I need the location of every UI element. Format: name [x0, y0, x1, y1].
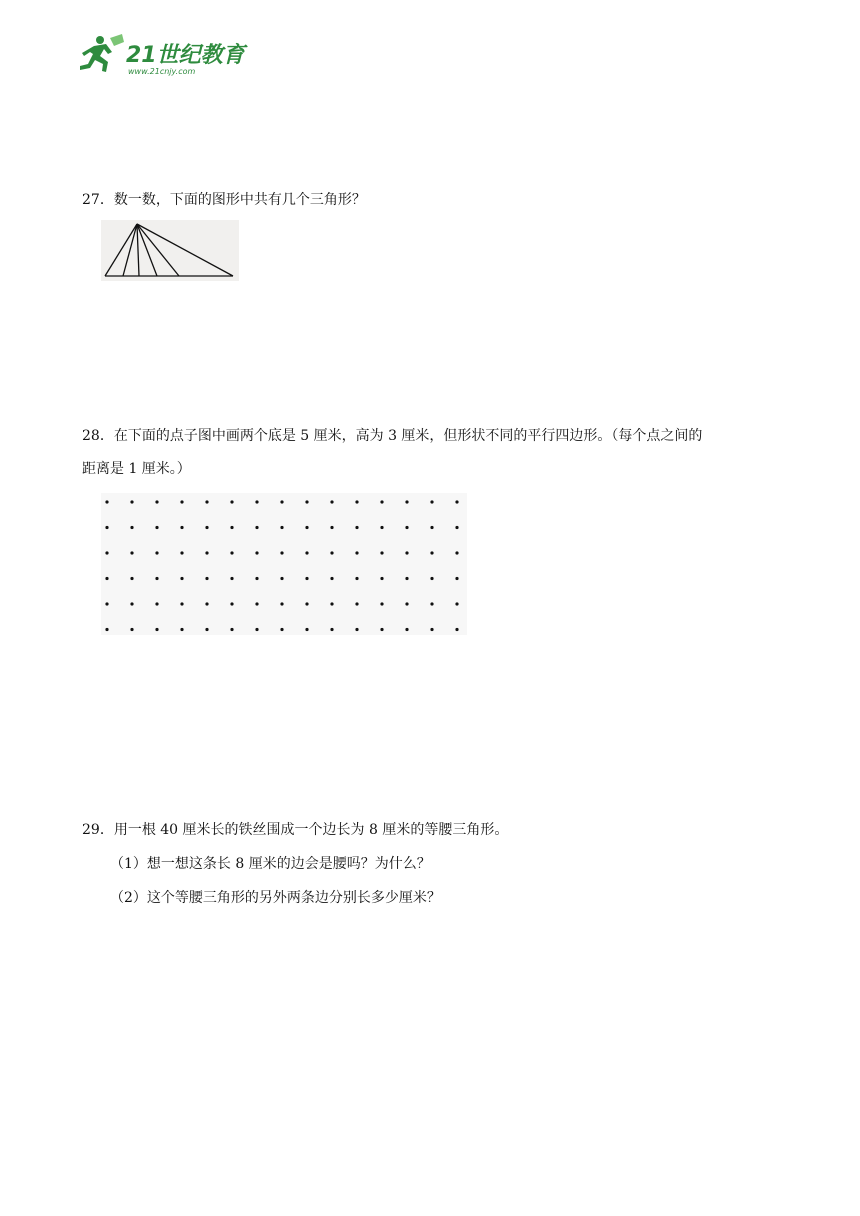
grid-dot: [405, 602, 408, 605]
grid-dot: [105, 500, 108, 503]
logo-url: www.21cnjy.com: [128, 67, 196, 76]
grid-dot: [255, 602, 258, 605]
grid-dot: [305, 526, 308, 529]
grid-dot: [455, 577, 458, 580]
question-27: [82, 189, 366, 211]
grid-dot: [130, 526, 133, 529]
grid-dot: [430, 577, 433, 580]
grid-dot: [455, 500, 458, 503]
grid-dot: [255, 577, 258, 580]
grid-dot: [205, 551, 208, 554]
runner-icon: [80, 34, 124, 72]
grid-dot: [180, 602, 183, 605]
grid-dot: [230, 577, 233, 580]
logo-text: 21世纪教育: [126, 43, 245, 68]
grid-dot: [380, 577, 383, 580]
grid-dot: [305, 500, 308, 503]
question-28-line2: 距离是 1 厘米。）: [82, 461, 191, 477]
question-27-text: 27．数一数，下面的图形中共有几个三角形？: [82, 192, 366, 208]
site-logo: [78, 32, 248, 78]
grid-dot: [330, 551, 333, 554]
grid-dot: [155, 551, 158, 554]
grid-dot: [455, 551, 458, 554]
grid-dot: [405, 500, 408, 503]
grid-dot: [280, 577, 283, 580]
grid-dot: [355, 628, 358, 631]
grid-dot: [180, 628, 183, 631]
grid-dot: [205, 526, 208, 529]
grid-dot: [255, 628, 258, 631]
grid-dot: [405, 551, 408, 554]
grid-dot: [230, 551, 233, 554]
grid-dot: [180, 500, 183, 503]
grid-dot: [330, 602, 333, 605]
grid-dot: [330, 500, 333, 503]
grid-dot: [280, 500, 283, 503]
grid-dot: [405, 526, 408, 529]
grid-dot: [205, 602, 208, 605]
grid-dot: [155, 628, 158, 631]
grid-dot: [455, 628, 458, 631]
grid-dot: [130, 551, 133, 554]
grid-dot: [130, 577, 133, 580]
question-29: [82, 819, 508, 841]
grid-dot: [205, 628, 208, 631]
triangle-figure: [101, 220, 239, 281]
grid-dot: [305, 577, 308, 580]
grid-dot: [380, 526, 383, 529]
grid-dot: [355, 500, 358, 503]
grid-dot: [180, 551, 183, 554]
grid-dot: [305, 602, 308, 605]
grid-dot: [280, 628, 283, 631]
grid-dot: [230, 602, 233, 605]
question-29-part-2: （2）这个等腰三角形的另外两条边分别长多少厘米？: [110, 890, 441, 906]
grid-dot: [130, 602, 133, 605]
grid-dot: [230, 526, 233, 529]
grid-dot: [230, 500, 233, 503]
grid-dot: [405, 628, 408, 631]
grid-dot: [355, 602, 358, 605]
grid-dot: [330, 628, 333, 631]
grid-dot: [205, 500, 208, 503]
grid-dot: [105, 551, 108, 554]
grid-dot: [155, 500, 158, 503]
grid-dot: [180, 526, 183, 529]
grid-dot: [330, 577, 333, 580]
question-29-text: 29．用一根 40 厘米长的铁丝围成一个边长为 8 厘米的等腰三角形。: [82, 822, 509, 838]
grid-dot: [430, 500, 433, 503]
grid-dot: [355, 577, 358, 580]
grid-dot: [130, 628, 133, 631]
grid-dot: [280, 526, 283, 529]
grid-dot: [330, 526, 333, 529]
grid-dot: [105, 602, 108, 605]
grid-dot: [180, 577, 183, 580]
grid-dot: [105, 526, 108, 529]
grid-dot: [105, 577, 108, 580]
grid-dot: [430, 526, 433, 529]
grid-dot: [430, 551, 433, 554]
grid-dot: [455, 526, 458, 529]
grid-dot: [355, 551, 358, 554]
grid-dot: [230, 628, 233, 631]
grid-dot: [305, 628, 308, 631]
grid-dot: [455, 602, 458, 605]
grid-dot: [205, 577, 208, 580]
grid-dot: [280, 602, 283, 605]
grid-dot: [105, 628, 108, 631]
grid-dot: [255, 526, 258, 529]
grid-dot: [305, 551, 308, 554]
grid-dot: [255, 551, 258, 554]
grid-dot: [380, 602, 383, 605]
grid-dot: [380, 500, 383, 503]
question-29-part-1: （1）想一想这条长 8 厘米的边会是腰吗？为什么？: [110, 856, 431, 872]
grid-dot: [130, 500, 133, 503]
grid-dot: [255, 500, 258, 503]
question-28-line1: 28．在下面的点子图中画两个底是 5 厘米，高为 3 厘米，但形状不同的平行四边形。（每个点之间的: [82, 428, 703, 444]
dot-grid-figure: [101, 493, 467, 635]
grid-dot: [430, 628, 433, 631]
grid-dot: [280, 551, 283, 554]
grid-dot: [155, 577, 158, 580]
grid-dot: [380, 551, 383, 554]
grid-dot: [405, 577, 408, 580]
grid-dot: [155, 526, 158, 529]
grid-dot: [380, 628, 383, 631]
grid-dot: [355, 526, 358, 529]
grid-dot: [430, 602, 433, 605]
grid-dot: [155, 602, 158, 605]
